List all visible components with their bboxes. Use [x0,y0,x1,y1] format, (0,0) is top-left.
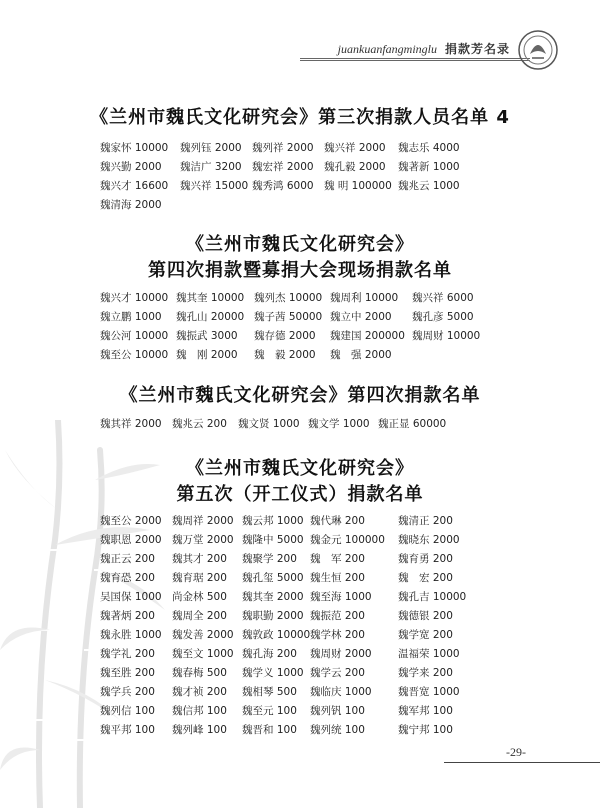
donor-entry: 魏秀鸿 6000 [252,180,314,192]
donor-entry: 魏晓东 2000 [398,534,460,546]
donor-entry: 魏隆中 5000 [242,534,304,546]
donor-entry: 魏周全 200 [172,610,227,622]
section-2-subtitle: 第四次捐款暨募捐大会现场捐款名单 [148,260,452,281]
section-1-list [100,139,460,215]
donor-entry: 魏列钒 100 [310,705,365,717]
donor-entry: 魏列峰 100 [172,724,227,736]
donor-entry: 魏清海 2000 [100,199,162,211]
donor-entry: 魏敦政 10000 [242,629,311,641]
donor-entry: 魏临庆 1000 [310,686,372,698]
donor-entry: 魏职勤 2000 [242,610,304,622]
donor-entry: 魏孔吉 10000 [398,591,467,603]
donor-entry: 魏正云 200 [100,553,155,565]
table-row [100,721,466,740]
donor-entry: 魏立鹏 1000 [100,311,162,323]
donor-entry: 魏发善 2000 [172,629,234,641]
donor-entry: 魏学林 200 [310,629,365,641]
donor-entry: 魏生恒 200 [310,572,365,584]
donor-entry: 魏宁邦 100 [398,724,453,736]
table-row [100,550,466,569]
donor-entry: 魏兴勤 2000 [100,161,162,173]
donor-entry: 魏列信 100 [100,705,155,717]
donor-entry: 魏 军 200 [310,553,365,565]
donor-entry: 魏振武 3000 [176,330,238,342]
donor-entry: 魏周财 10000 [412,330,481,342]
donor-entry: 魏平邦 100 [100,724,155,736]
donor-entry: 魏永胜 1000 [100,629,162,641]
table-row [100,702,466,721]
donor-entry: 魏晋和 100 [242,724,297,736]
donor-entry: 魏周利 10000 [330,292,399,304]
donor-entry: 魏云邦 1000 [242,515,304,527]
donor-entry: 魏其才 200 [172,553,227,565]
donor-entry: 魏 刚 2000 [176,349,238,361]
donor-entry: 魏学义 1000 [242,667,304,679]
table-row [100,683,466,702]
donor-entry: 魏著新 1000 [398,161,460,173]
donor-entry: 温福荣 1000 [398,648,460,660]
donor-entry: 魏孔彦 5000 [412,311,474,323]
donor-entry: 魏文学 1000 [308,418,370,430]
header-pinyin: juankuanfangminglu [337,42,437,56]
donor-entry: 魏其祥 2000 [100,418,162,430]
table-row [100,607,466,626]
section-3-title: 《兰州市魏氏文化研究会》第四次捐款名单 [119,385,481,406]
donor-entry: 魏至海 1000 [310,591,372,603]
donor-entry: 魏洁广 3200 [180,161,242,173]
donor-entry: 魏晋宽 1000 [398,686,460,698]
donor-entry: 魏万堂 2000 [172,534,234,546]
donor-entry: 魏兴祥 15000 [180,180,249,192]
footer-rule [444,762,600,763]
table-row [100,626,466,645]
donor-entry: 魏 宏 200 [398,572,453,584]
donor-entry: 魏立中 2000 [330,311,392,323]
donor-entry: 魏建国 200000 [330,330,405,342]
donor-entry: 魏至胜 200 [100,667,155,679]
donor-entry: 魏孔玺 5000 [242,572,304,584]
section-1-title: 《兰州市魏氏文化研究会》第三次捐款人员名单 4 [90,107,510,128]
donor-entry: 魏孔山 20000 [176,311,245,323]
donor-entry: 魏至元 100 [242,705,297,717]
section-4-list [100,512,466,740]
donor-entry: 魏宏祥 2000 [252,161,314,173]
donor-entry: 魏清正 200 [398,515,453,527]
table-row [100,139,460,158]
table-row [100,346,480,365]
donor-entry: 魏志乐 4000 [398,142,460,154]
donor-entry: 魏子茜 50000 [254,311,323,323]
table-row [100,158,460,177]
donor-entry: 魏列祥 2000 [252,142,314,154]
donor-entry: 魏兆云 200 [172,418,227,430]
donor-entry: 魏振范 200 [310,610,365,622]
table-row [100,196,460,215]
donor-entry: 魏职恩 2000 [100,534,162,546]
donor-entry: 魏兴才 16600 [100,180,169,192]
donor-entry: 魏学兵 200 [100,686,155,698]
donor-entry: 尚金林 500 [172,591,227,603]
donor-entry: 魏学礼 200 [100,648,155,660]
donor-entry: 魏周祥 2000 [172,515,234,527]
section-2-list [100,289,480,365]
page-number: -29- [506,745,526,759]
donor-entry: 魏德银 200 [398,610,453,622]
table-row [100,177,460,196]
donor-entry: 魏育恐 200 [100,572,155,584]
page-header [0,0,600,76]
table-row [100,664,466,683]
donor-entry: 魏存德 2000 [254,330,316,342]
table-row [100,327,480,346]
header-title: 捐款芳名录 [444,42,510,56]
donor-entry: 魏军邦 100 [398,705,453,717]
donor-entry: 魏相琴 500 [242,686,297,698]
donor-entry: 魏周财 2000 [310,648,372,660]
donor-entry: 魏兴祥 6000 [412,292,474,304]
donor-entry: 魏才祯 200 [172,686,227,698]
donor-entry: 魏育勇 200 [398,553,453,565]
header-rule [300,58,530,59]
emblem-icon [516,28,560,72]
donor-entry: 魏家怀 10000 [100,142,169,154]
donor-entry: 魏公河 10000 [100,330,169,342]
donor-entry: 魏列钰 2000 [180,142,242,154]
table-row [100,289,480,308]
donor-entry: 魏正显 60000 [378,418,447,430]
donor-entry: 魏其奎 10000 [176,292,245,304]
donor-entry: 魏金元 100000 [310,534,385,546]
section-3-list [100,415,446,434]
section-2-title: 《兰州市魏氏文化研究会》 [186,234,414,255]
donor-entry: 魏育琚 200 [172,572,227,584]
table-row [100,569,466,588]
donor-entry: 魏至文 1000 [172,648,234,660]
table-row [100,588,466,607]
donor-entry: 魏 明 100000 [324,180,392,192]
table-row [100,512,466,531]
donor-entry: 魏学宽 200 [398,629,453,641]
donor-entry: 魏代琳 200 [310,515,365,527]
donor-entry: 魏 强 2000 [330,349,392,361]
donor-entry: 魏孔海 200 [242,648,297,660]
donor-entry: 魏孔毅 2000 [324,161,386,173]
table-row [100,308,480,327]
donor-entry: 魏学云 200 [310,667,365,679]
donor-entry: 魏至公 10000 [100,349,169,361]
donor-entry: 魏兴祥 2000 [324,142,386,154]
donor-entry: 魏著炳 200 [100,610,155,622]
donor-entry: 魏春梅 500 [172,667,227,679]
table-row [100,415,446,434]
donor-entry: 魏其奎 2000 [242,591,304,603]
running-header [338,40,510,57]
donor-entry: 魏列杰 10000 [254,292,323,304]
donor-entry: 魏至公 2000 [100,515,162,527]
donor-entry: 魏文贤 1000 [238,418,300,430]
donor-entry: 魏信邦 100 [172,705,227,717]
donor-entry: 吴国保 1000 [100,591,162,603]
header-rule-secondary [300,60,530,61]
donor-entry: 魏聚学 200 [242,553,297,565]
donor-entry: 魏 毅 2000 [254,349,316,361]
donor-entry: 魏兴才 10000 [100,292,169,304]
table-row [100,531,466,550]
donor-entry: 魏学来 200 [398,667,453,679]
section-4-title: 《兰州市魏氏文化研究会》 [186,458,414,479]
table-row [100,645,466,664]
donor-entry: 魏兆云 1000 [398,180,460,192]
donor-entry: 魏列统 100 [310,724,365,736]
section-4-subtitle: 第五次（开工仪式）捐款名单 [176,484,424,505]
